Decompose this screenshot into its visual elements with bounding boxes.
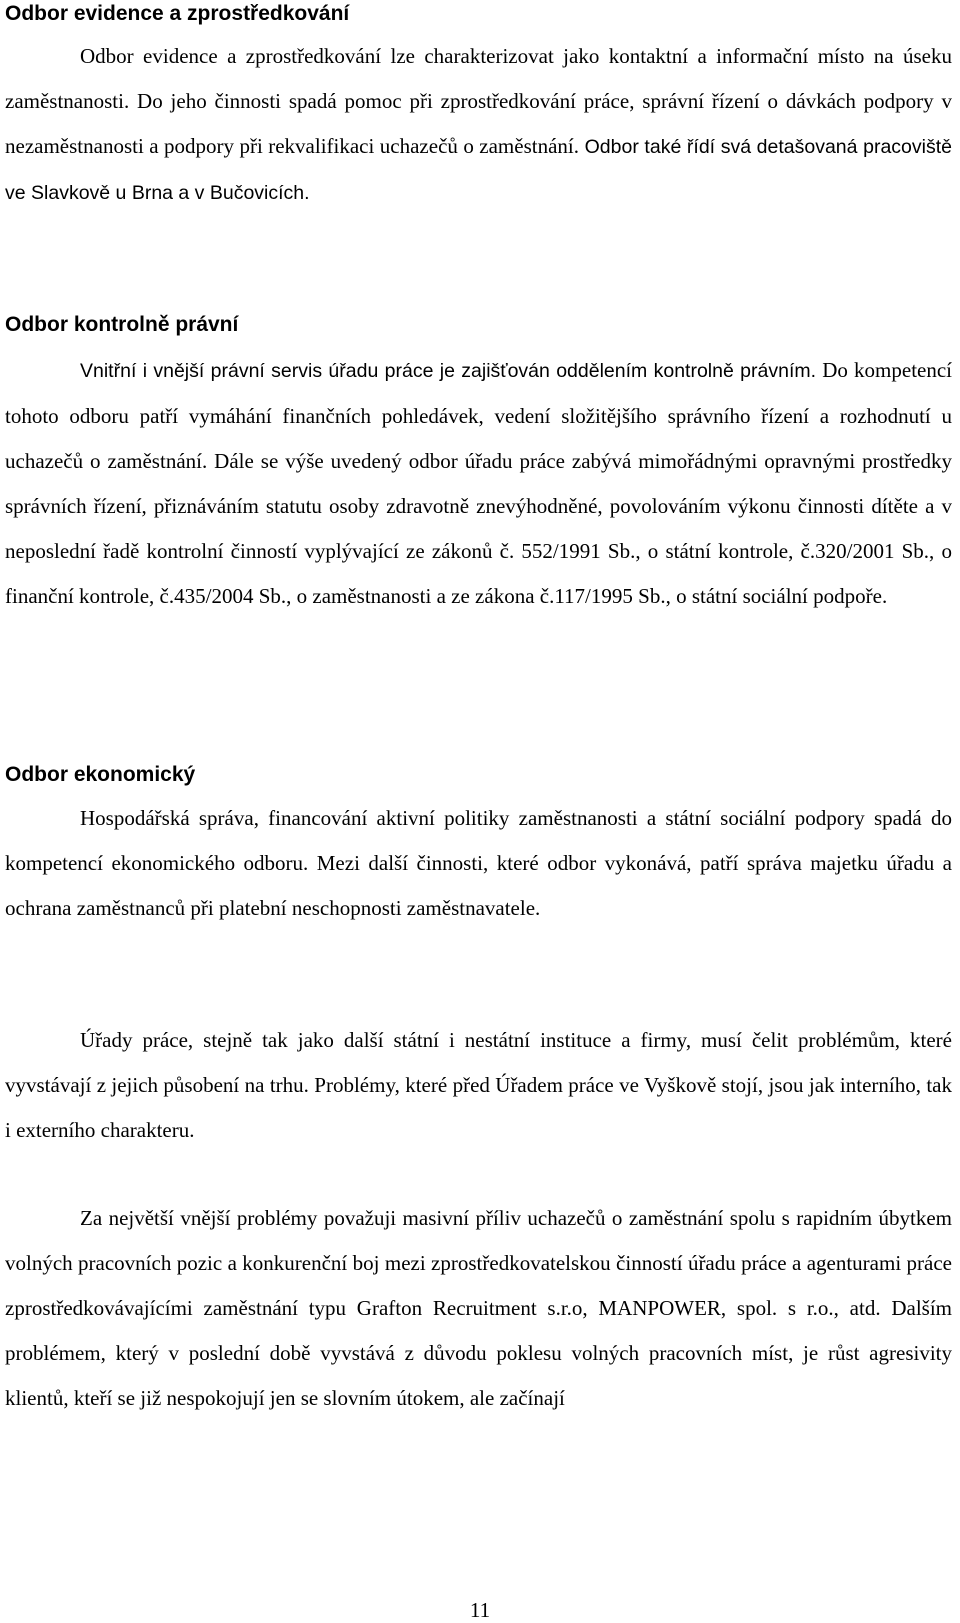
paragraph-evidence-sans: Odbor také řídí svá detašovaná pracoviště ve Slavkově u Brna a v Bučovicích.	[5, 136, 952, 204]
heading-kontrolne-pravni: Odbor kontrolně právní	[5, 313, 239, 336]
heading-evidence: Odbor evidence a zprostředkování	[5, 2, 350, 25]
paragraph-kontrolne-pravni-serif: Do kompetencí tohoto odboru patří vymáhání finančních pohledávek, vedení složitějšího správního řízení a rozhodnutí u uchazečů o zaměstnání. Dále se výše uvedený odbor úřadu práce zabývá mimořádnými opravnými prostředky správních řízení, přiznáváním statutu osoby zdravotně znevýhodněné, povolováním výkonu činnosti dítěte a v neposlední řadě kontrolní činností vyplývající ze zákonů č. 552/1991 Sb., o státní kontrole, č.320/2001 Sb., o finanční kontrole, č.435/2004 Sb., o zaměstnanosti a ze zákona č.117/1995 Sb., o státní sociální podpoře.	[5, 358, 952, 608]
paragraph-evidence-serif: Odbor evidence a zprostředkování lze charakterizovat jako kontaktní a informační místo na úseku zaměstnanosti. Do jeho činnosti spadá pomoc při zprostředkování práce, správní řízení o dávkách podpory v nezaměstnanosti a podpory při rekvalifikaci uchazečů o zaměstnání.	[5, 44, 952, 158]
paragraph-problems: Úřady práce, stejně tak jako další státní i nestátní instituce a firmy, musí čelit problémům, které vyvstávají z jejich působení na trhu. Problémy, které před Úřadem práce ve Vyškově stojí, jsou jak interního, tak i externího charakteru.	[5, 1028, 952, 1142]
paragraph-kontrolne-pravni-sans: Vnitřní i vnější právní servis úřadu práce je zajišťován oddělením kontrolně právním.	[80, 360, 817, 382]
paragraph-ekonomicky: Hospodářská správa, financování aktivní politiky zaměstnanosti a státní sociální podpory spadá do kompetencí ekonomického odboru. Mezi další činnosti, které odbor vykonává, patří správa majetku úřadu a ochrana zaměstnanců při platební neschopnosti zaměstnavatele.	[5, 806, 952, 920]
paragraph-external-problems: Za největší vnější problémy považuji masivní příliv uchazečů o zaměstnání spolu s rapidním úbytkem volných pracovních pozic a konkurenční boj mezi zprostředkovatelskou činností úřadu práce a agenturami práce zprostředkovávajícími zaměstnání typu Grafton Recruitment s.r.o, MANPOWER, spol. s r.o., atd. Dalším problémem, který v poslední době vyvstává z důvodu poklesu volných pracovních míst, je růst agresivity klientů, kteří se již nespokojují jen se slovním útokem, ale začínají	[5, 1206, 952, 1410]
heading-ekonomicky: Odbor ekonomický	[5, 763, 196, 786]
paragraph-kontrolne-pravni	[5, 348, 952, 619]
paragraph-evidence	[5, 34, 952, 216]
page-number: 11	[469, 1598, 491, 1622]
